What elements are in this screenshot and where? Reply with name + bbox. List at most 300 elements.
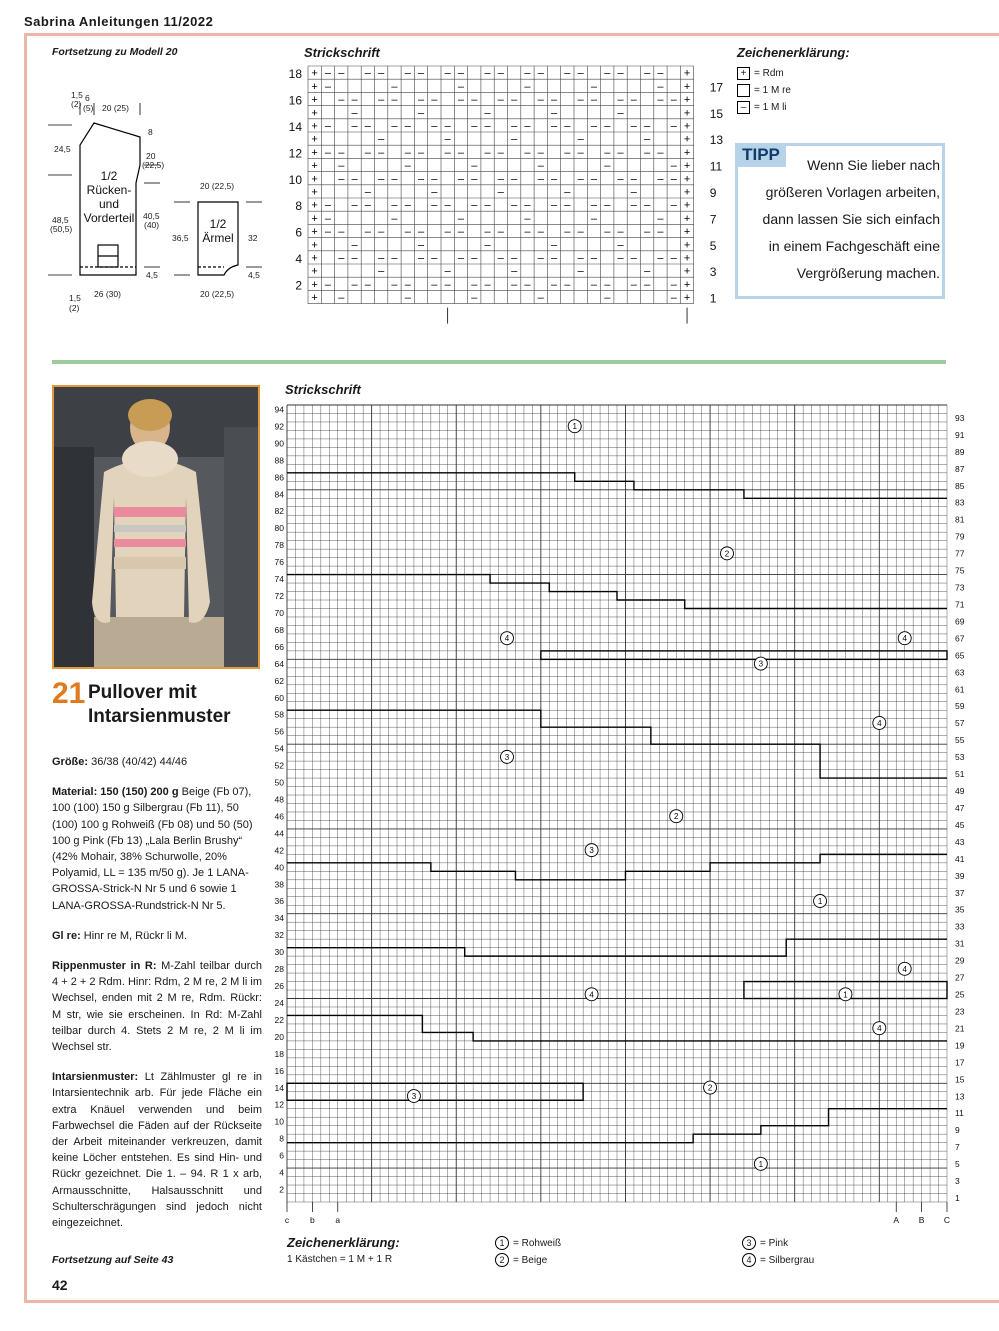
- row-label: 29: [955, 955, 965, 966]
- edge-stitch-mark: +: [683, 94, 691, 107]
- purl-stitch-mark: –: [670, 252, 677, 265]
- purl-stitch-mark: –: [604, 160, 611, 173]
- purl-stitch-mark: –: [524, 212, 531, 225]
- row-label: 85: [955, 480, 965, 491]
- purl-stitch-mark: –: [444, 67, 451, 80]
- row-label: 92: [274, 421, 284, 432]
- purl-stitch-mark: –: [444, 199, 451, 212]
- purl-stitch-mark: –: [471, 252, 478, 265]
- edge-stitch-mark: +: [311, 226, 318, 239]
- marker-label: A: [893, 1215, 900, 1225]
- row-label: 9: [955, 1125, 960, 1136]
- purl-stitch-mark: –: [378, 252, 385, 265]
- row-label: 64: [274, 658, 284, 669]
- purl-stitch-mark: –: [630, 278, 637, 291]
- row-label: 45: [955, 819, 965, 830]
- dim-label: 1,5: [71, 90, 83, 100]
- purl-stitch-mark: –: [604, 199, 611, 212]
- purl-stitch-mark: –: [524, 80, 531, 93]
- purl-stitch-mark: –: [550, 239, 558, 252]
- purl-stitch-mark: –: [511, 94, 518, 107]
- purl-stitch-mark: –: [417, 252, 425, 265]
- purl-stitch-mark: –: [590, 278, 598, 291]
- purl-stitch-mark: –: [364, 120, 371, 133]
- page-number: 42: [52, 1277, 68, 1293]
- purl-stitch-mark: –: [351, 252, 358, 265]
- edge-stitch-mark: +: [683, 186, 691, 199]
- purl-stitch-mark: –: [364, 146, 371, 159]
- row-label: 4: [279, 1167, 284, 1178]
- row-label: 73: [955, 582, 965, 593]
- edge-stitch-mark: +: [311, 199, 318, 212]
- row-label: 1: [709, 291, 717, 306]
- tip-line: Wenn Sie lieber nach: [807, 157, 940, 173]
- row-label: 6: [279, 1150, 284, 1161]
- dim-label: 1,5: [69, 293, 81, 303]
- purl-stitch-mark: –: [431, 199, 438, 212]
- purl-stitch-mark: –: [484, 107, 491, 120]
- edge-stitch-mark: +: [311, 146, 318, 159]
- row-label: 74: [274, 574, 284, 585]
- row-label: 38: [274, 879, 284, 890]
- model-title: [88, 681, 231, 729]
- row-label: 91: [955, 429, 965, 440]
- edge-stitch-mark: +: [311, 265, 318, 278]
- purl-stitch-mark: –: [431, 120, 438, 133]
- purl-stitch-mark: –: [550, 94, 558, 107]
- color-marker-label: 4: [902, 964, 907, 974]
- minus-symbol-icon: –: [737, 101, 750, 114]
- purl-stitch-mark: –: [338, 292, 345, 305]
- purl-stitch-mark: –: [564, 278, 571, 291]
- color-marker-label: 3: [758, 659, 764, 669]
- purl-stitch-mark: –: [391, 173, 398, 186]
- row-label: 67: [955, 633, 965, 644]
- knitting-chart-model20: [280, 60, 730, 325]
- purl-stitch-mark: –: [471, 94, 478, 107]
- row-label: 12: [288, 146, 302, 161]
- color-marker-label: 4: [504, 634, 510, 644]
- purl-stitch-mark: –: [550, 173, 558, 186]
- purl-stitch-mark: –: [338, 67, 345, 80]
- piece-label: Vorderteil: [83, 211, 135, 225]
- purl-stitch-mark: –: [644, 265, 651, 278]
- purl-stitch-mark: –: [497, 226, 504, 239]
- row-label: 1: [955, 1193, 960, 1203]
- row-label: 35: [955, 904, 965, 915]
- purl-stitch-mark: –: [577, 94, 584, 107]
- purl-stitch-mark: –: [457, 212, 465, 225]
- purl-stitch-mark: –: [484, 120, 491, 133]
- purl-stitch-mark: –: [670, 160, 677, 173]
- purl-stitch-mark: –: [391, 120, 398, 133]
- purl-stitch-mark: –: [378, 265, 385, 278]
- purl-stitch-mark: –: [391, 252, 398, 265]
- purl-stitch-mark: –: [590, 120, 598, 133]
- purl-stitch-mark: –: [324, 226, 332, 239]
- purl-stitch-mark: –: [577, 226, 584, 239]
- purl-stitch-mark: –: [471, 120, 478, 133]
- edge-stitch-mark: +: [683, 67, 691, 80]
- instruction-paragraph: Rippenmuster in R: M-Zahl teilbar durch 4 + 2 + 2 Rdm. Hinr: Rdm, 2 M re, 2 M li im Wechsel, enden mit 2 M re, Rdm. Rückr: M str, wie sie erscheinen. In Rd: M-Zahl teilbar durch 4. Stets 2 M re, 2 M li im Wechsel str.: [52, 960, 263, 1054]
- purl-stitch-mark: –: [590, 173, 598, 186]
- purl-stitch-mark: –: [404, 226, 411, 239]
- purl-stitch-mark: –: [670, 199, 677, 212]
- tip-line: Vergrößerung machen.: [796, 265, 940, 281]
- edge-stitch-mark: +: [683, 120, 691, 133]
- color-marker-label: 4: [902, 634, 907, 644]
- color-marker-label: 1: [843, 990, 848, 1000]
- row-label: 94: [274, 404, 284, 415]
- row-label: 11: [955, 1108, 964, 1119]
- marker-label: c: [284, 1215, 290, 1225]
- dim-label: 26 (30): [94, 289, 121, 299]
- purl-stitch-mark: –: [404, 199, 411, 212]
- purl-stitch-mark: –: [378, 173, 385, 186]
- purl-stitch-mark: –: [471, 160, 478, 173]
- row-label: 6: [295, 225, 302, 240]
- dim-label: 20 (22,5): [200, 289, 235, 299]
- chart-grid: [287, 405, 947, 1202]
- purl-stitch-mark: –: [484, 239, 491, 252]
- piece-label: 1/2: [100, 169, 118, 183]
- piece-label: Rücken-: [86, 183, 132, 197]
- purl-stitch-mark: –: [630, 199, 637, 212]
- purl-stitch-mark: –: [657, 94, 664, 107]
- purl-stitch-mark: –: [391, 94, 398, 107]
- tip-line: dann lassen Sie sich einfach: [762, 211, 940, 227]
- tip-text: [740, 152, 940, 287]
- row-label: 61: [955, 684, 965, 695]
- color-marker-label: 1: [817, 897, 823, 907]
- color-marker-label: 4: [877, 1024, 882, 1034]
- purl-stitch-mark: –: [497, 186, 504, 199]
- purl-stitch-mark: –: [577, 133, 584, 146]
- purl-stitch-mark: –: [590, 199, 598, 212]
- instruction-paragraph: Material: 150 (150) 200 g Beige (Fb 07), 100 (100) 150 g Silbergrau (Fb 11), 50 (100) 100 g Rohweiß (Fb 08) und 50 (50) 100 g Pink (Fb 13) „Lala Berlin Brushy“ (42% Mohair, 38% Schurwolle, 20% Polyamid, LL = 135 m/50 g). Je 1 LANA-GROSSA-Strick-N Nr 5 und 6 sowie 1 LANA-GROSSA-Rundstrick-N Nr 5.: [52, 786, 253, 912]
- purl-stitch-mark: –: [657, 252, 664, 265]
- purl-stitch-mark: –: [657, 67, 664, 80]
- dim-label: 4,5: [248, 270, 260, 280]
- purl-stitch-mark: –: [524, 199, 531, 212]
- purl-stitch-mark: –: [431, 278, 438, 291]
- purl-stitch-mark: –: [444, 146, 451, 159]
- purl-stitch-mark: –: [391, 80, 398, 93]
- purl-stitch-mark: –: [577, 265, 584, 278]
- instruction-paragraph: Größe: 36/38 (40/42) 44/46: [52, 756, 188, 768]
- purl-stitch-mark: –: [657, 146, 664, 159]
- row-label: 18: [274, 1048, 284, 1059]
- purl-stitch-mark: –: [457, 67, 465, 80]
- purl-stitch-mark: –: [590, 252, 598, 265]
- purl-stitch-mark: –: [351, 120, 358, 133]
- row-label: 28: [274, 964, 284, 975]
- purl-stitch-mark: –: [351, 94, 358, 107]
- purl-stitch-mark: –: [417, 226, 425, 239]
- purl-stitch-mark: –: [457, 80, 465, 93]
- purl-stitch-mark: –: [457, 146, 465, 159]
- purl-stitch-mark: –: [644, 199, 651, 212]
- legend-list-model20: [737, 65, 791, 116]
- row-label: 66: [274, 641, 284, 652]
- row-label: 2: [295, 278, 302, 293]
- color-marker-label: 4: [877, 718, 882, 728]
- purl-stitch-mark: –: [364, 67, 371, 80]
- purl-stitch-mark: –: [604, 146, 611, 159]
- purl-stitch-mark: –: [670, 94, 677, 107]
- purl-stitch-mark: –: [630, 186, 637, 199]
- row-label: 26: [274, 981, 284, 992]
- purl-stitch-mark: –: [324, 212, 332, 225]
- purl-stitch-mark: –: [644, 278, 651, 291]
- edge-stitch-mark: +: [683, 278, 691, 291]
- purl-stitch-mark: –: [444, 226, 451, 239]
- purl-stitch-mark: –: [550, 278, 558, 291]
- purl-stitch-mark: –: [524, 226, 531, 239]
- row-label: 77: [955, 548, 965, 559]
- purl-stitch-mark: –: [338, 252, 345, 265]
- row-label: 33: [955, 921, 965, 932]
- purl-stitch-mark: –: [497, 252, 504, 265]
- row-label: 81: [955, 514, 965, 525]
- row-label: 89: [955, 446, 965, 457]
- dim-label: 20 (22,5): [200, 181, 235, 191]
- purl-stitch-mark: –: [497, 94, 504, 107]
- purl-stitch-mark: –: [564, 199, 571, 212]
- purl-stitch-mark: –: [537, 252, 544, 265]
- edge-stitch-mark: +: [311, 107, 318, 120]
- purl-stitch-mark: –: [338, 173, 345, 186]
- edge-stitch-mark: +: [683, 252, 691, 265]
- row-label: 48: [274, 794, 284, 805]
- purl-stitch-mark: –: [604, 120, 611, 133]
- edge-stitch-mark: +: [311, 120, 318, 133]
- plus-symbol-icon: +: [737, 67, 750, 80]
- row-label: 32: [274, 930, 284, 941]
- row-label: 16: [274, 1065, 284, 1076]
- row-label: 30: [274, 947, 284, 958]
- dim-label: 8: [148, 127, 153, 137]
- purl-stitch-mark: –: [537, 226, 544, 239]
- row-label: 42: [274, 845, 284, 856]
- purl-stitch-mark: –: [444, 120, 451, 133]
- legend-label: = Beige: [513, 1254, 548, 1266]
- section-divider: [52, 360, 946, 364]
- purl-stitch-mark: –: [604, 292, 611, 305]
- purl-stitch-mark: –: [404, 160, 411, 173]
- edge-stitch-mark: +: [683, 199, 691, 212]
- purl-stitch-mark: –: [577, 146, 584, 159]
- purl-stitch-mark: –: [364, 186, 371, 199]
- row-label: 69: [955, 616, 965, 627]
- purl-stitch-mark: –: [670, 292, 677, 305]
- purl-stitch-mark: –: [644, 226, 651, 239]
- purl-stitch-mark: –: [391, 278, 398, 291]
- chart-title-model21: Strickschrift: [285, 382, 361, 397]
- legend-title-model20: Zeichenerklärung:: [737, 45, 850, 60]
- purl-stitch-mark: –: [457, 173, 465, 186]
- purl-stitch-mark: –: [338, 226, 345, 239]
- row-label: 20: [274, 1031, 284, 1042]
- legend-note: 1 Kästchen = 1 M + 1 R: [287, 1254, 393, 1265]
- purl-stitch-mark: –: [564, 226, 571, 239]
- purl-stitch-mark: –: [417, 239, 425, 252]
- purl-stitch-mark: –: [617, 173, 624, 186]
- purl-stitch-mark: –: [644, 133, 651, 146]
- row-label: 63: [955, 667, 965, 678]
- marker-label: b: [310, 1215, 315, 1225]
- row-label: 10: [288, 172, 302, 187]
- legend-label: = 1 M li: [754, 102, 787, 113]
- purl-stitch-mark: –: [484, 226, 491, 239]
- tip-label: TIPP: [736, 143, 786, 167]
- dim-label: 20 (25): [102, 103, 129, 113]
- purl-stitch-mark: –: [404, 67, 411, 80]
- edge-stitch-mark: +: [311, 292, 318, 305]
- legend-label: = 1 M re: [754, 85, 791, 96]
- row-label: 53: [955, 752, 965, 763]
- purl-stitch-mark: –: [604, 278, 611, 291]
- purl-stitch-mark: –: [577, 252, 584, 265]
- color-marker-label: 1: [572, 422, 577, 432]
- edge-stitch-mark: +: [683, 265, 691, 278]
- color-marker-label: 2: [674, 812, 679, 822]
- purl-stitch-mark: –: [577, 173, 584, 186]
- pattern-schematic: [40, 85, 280, 315]
- legend-label: = Rdm: [754, 68, 784, 79]
- piece-label: und: [98, 197, 120, 211]
- row-label: 2: [279, 1184, 284, 1195]
- purl-stitch-mark: –: [564, 186, 571, 199]
- purl-stitch-mark: –: [457, 226, 465, 239]
- row-label: 40: [274, 862, 284, 873]
- purl-stitch-mark: –: [391, 212, 398, 225]
- purl-stitch-mark: –: [351, 199, 358, 212]
- dim-label: (40): [144, 220, 160, 230]
- row-label: 34: [274, 913, 284, 924]
- edge-stitch-mark: +: [311, 80, 318, 93]
- color-4-icon: 4: [742, 1253, 756, 1267]
- purl-stitch-mark: –: [657, 212, 664, 225]
- marker-label: C: [943, 1215, 951, 1225]
- row-label: 82: [274, 506, 284, 517]
- purl-stitch-mark: –: [550, 199, 558, 212]
- purl-stitch-mark: –: [351, 173, 358, 186]
- dim-label: 24,5: [54, 144, 71, 154]
- purl-stitch-mark: –: [484, 199, 491, 212]
- legend-label: = Rohweiß: [513, 1237, 562, 1249]
- empty-box-icon: [737, 84, 750, 97]
- row-label: 71: [955, 599, 965, 610]
- edge-stitch-mark: +: [683, 160, 691, 173]
- edge-stitch-mark: +: [311, 133, 318, 146]
- purl-stitch-mark: –: [590, 212, 598, 225]
- purl-stitch-mark: –: [471, 278, 478, 291]
- row-label: 87: [955, 463, 965, 474]
- legend-label: = Pink: [760, 1237, 789, 1249]
- color-marker-label: 3: [504, 752, 510, 762]
- chart-symbols: [311, 68, 690, 304]
- row-label: 93: [955, 412, 965, 423]
- purl-stitch-mark: –: [417, 173, 425, 186]
- row-label: 65: [955, 650, 965, 661]
- purl-stitch-mark: –: [630, 173, 637, 186]
- color-3-icon: 3: [742, 1236, 756, 1250]
- row-label: 39: [955, 870, 965, 881]
- dim-label: (2): [71, 99, 82, 109]
- purl-stitch-mark: –: [524, 278, 531, 291]
- purl-stitch-mark: –: [577, 67, 584, 80]
- purl-stitch-mark: –: [364, 199, 371, 212]
- purl-stitch-mark: –: [338, 160, 345, 173]
- edge-stitch-mark: +: [683, 80, 691, 93]
- legend-item: [737, 99, 791, 116]
- row-label: 62: [274, 675, 284, 686]
- row-label: 19: [955, 1040, 965, 1051]
- purl-stitch-mark: –: [338, 94, 345, 107]
- purl-stitch-mark: –: [524, 67, 531, 80]
- edge-stitch-mark: +: [683, 292, 691, 305]
- marker-label: a: [335, 1215, 341, 1225]
- purl-stitch-mark: –: [324, 199, 332, 212]
- row-label: 3: [955, 1176, 960, 1187]
- purl-stitch-mark: –: [550, 120, 558, 133]
- row-label: 60: [274, 692, 284, 703]
- purl-stitch-mark: –: [524, 120, 531, 133]
- edge-stitch-mark: +: [683, 226, 691, 239]
- purl-stitch-mark: –: [497, 67, 504, 80]
- row-label: 5: [955, 1159, 960, 1170]
- row-label: 59: [955, 701, 965, 712]
- purl-stitch-mark: –: [617, 239, 624, 252]
- purl-stitch-mark: –: [537, 292, 544, 305]
- row-label: 75: [955, 565, 965, 576]
- tip-line: größeren Vorlagen arbeiten,: [765, 184, 940, 200]
- purl-stitch-mark: –: [324, 80, 332, 93]
- purl-stitch-mark: –: [630, 120, 637, 133]
- purl-stitch-mark: –: [324, 120, 332, 133]
- purl-stitch-mark: –: [537, 173, 544, 186]
- purl-stitch-mark: –: [351, 278, 358, 291]
- purl-stitch-mark: –: [617, 67, 624, 80]
- row-label: 76: [274, 557, 284, 568]
- purl-stitch-mark: –: [351, 107, 358, 120]
- purl-stitch-mark: –: [404, 146, 411, 159]
- row-label: 15: [955, 1074, 965, 1085]
- edge-stitch-mark: +: [311, 239, 318, 252]
- dim-label: 48,5: [52, 215, 69, 225]
- tip-line: in einem Fachgeschäft eine: [768, 238, 940, 254]
- purl-stitch-mark: –: [550, 252, 558, 265]
- purl-stitch-mark: –: [617, 226, 624, 239]
- row-label: 21: [955, 1023, 965, 1034]
- row-label: 8: [295, 199, 302, 214]
- edge-stitch-mark: +: [311, 67, 318, 80]
- purl-stitch-mark: –: [471, 173, 478, 186]
- piece-label: 1/2: [209, 217, 227, 231]
- row-label: 37: [955, 887, 965, 898]
- color-marker-label: 2: [707, 1083, 713, 1093]
- model-number: 21: [52, 677, 86, 710]
- row-label: 10: [274, 1116, 284, 1127]
- purl-stitch-mark: –: [431, 252, 438, 265]
- purl-stitch-mark: –: [431, 94, 438, 107]
- purl-stitch-mark: –: [511, 133, 518, 146]
- purl-stitch-mark: –: [351, 239, 358, 252]
- edge-stitch-mark: +: [311, 186, 318, 199]
- row-label: 58: [274, 709, 284, 720]
- purl-stitch-mark: –: [524, 146, 531, 159]
